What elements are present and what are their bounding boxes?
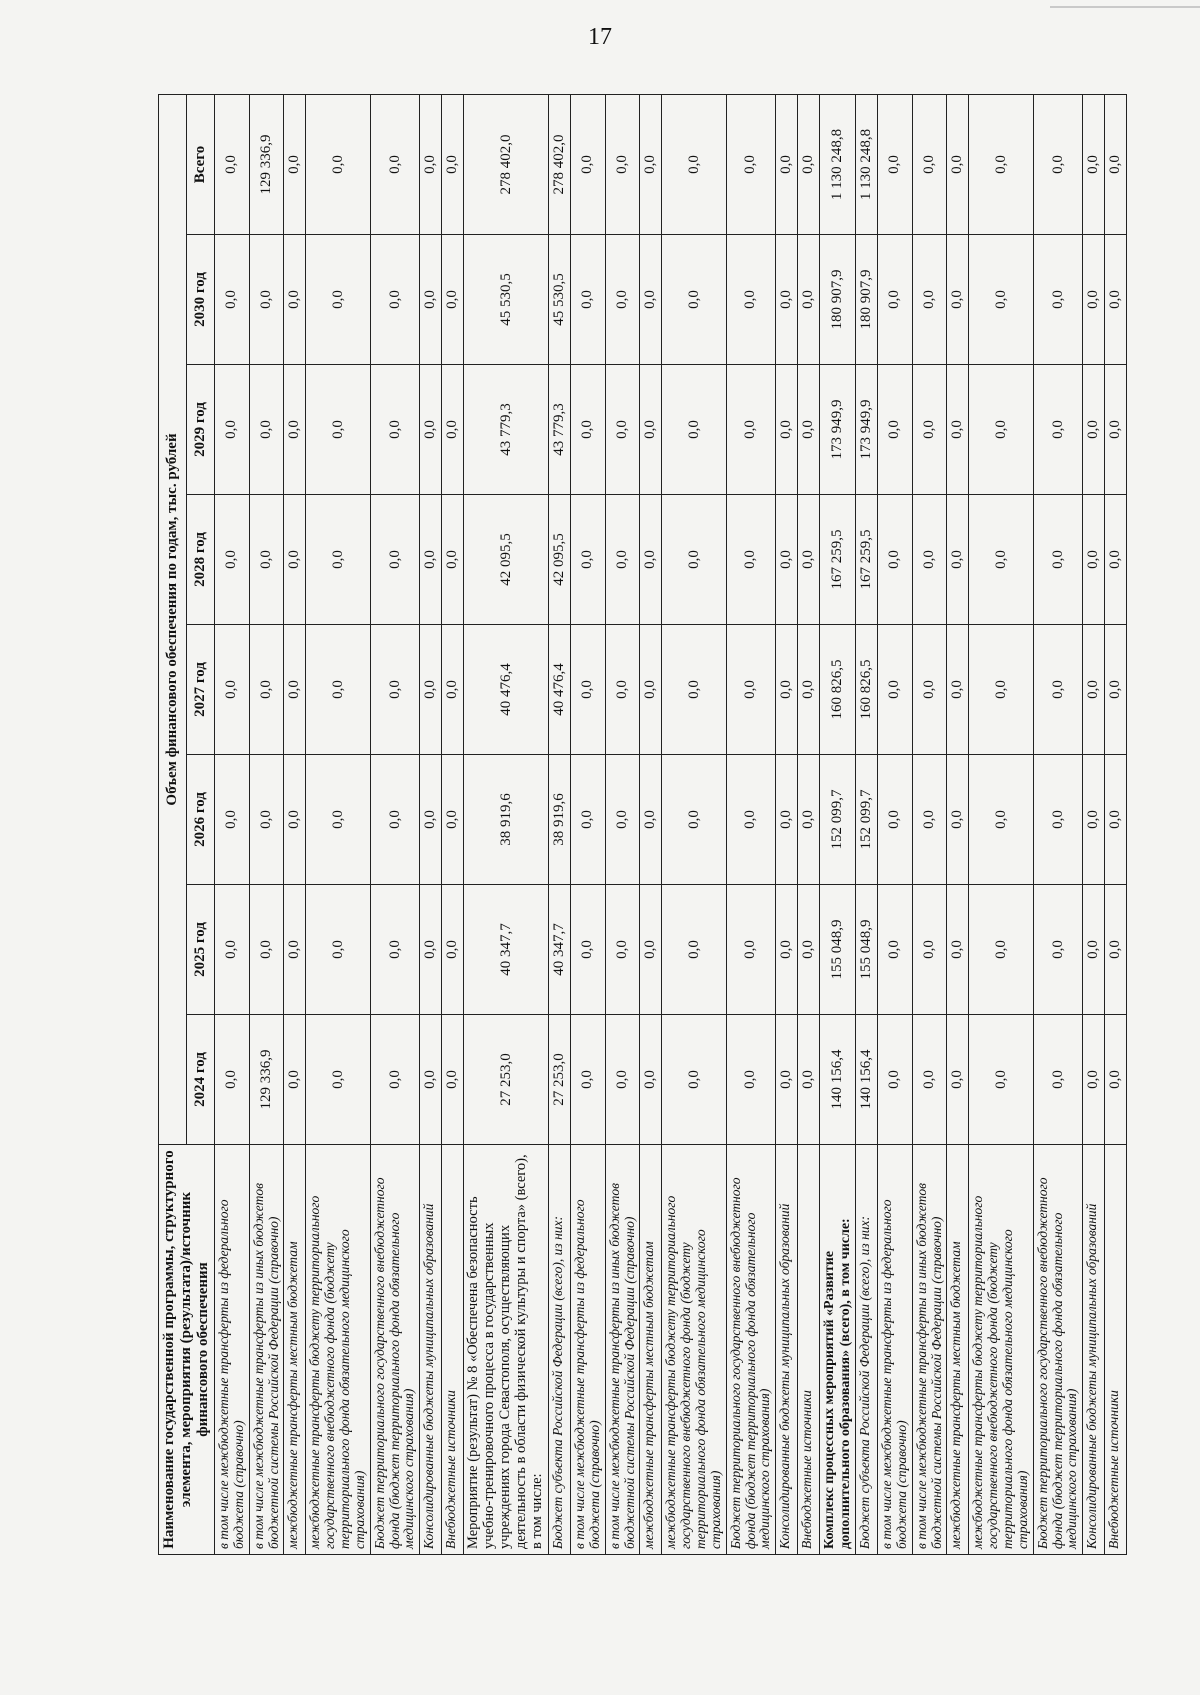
row-value: 140 156,4 <box>856 1015 878 1145</box>
row-value: 0,0 <box>306 625 370 755</box>
rotated-table-container <box>158 95 1124 1555</box>
row-value: 0,0 <box>1033 495 1083 625</box>
row-value: 42 095,5 <box>464 495 549 625</box>
table-row <box>370 94 420 1554</box>
row-value: 0,0 <box>284 495 306 625</box>
header-year-6: 2030 год <box>187 235 215 365</box>
row-value: 42 095,5 <box>548 495 570 625</box>
row-value: 0,0 <box>442 495 464 625</box>
row-value: 0,0 <box>1105 235 1127 365</box>
row-value: 0,0 <box>662 625 726 755</box>
row-name: межбюджетные трансферты бюджету территориального государственного внебюджетного фонда (бюджету территориального фонда обязательного медицинского страхования) <box>662 1145 726 1555</box>
table-row <box>1083 94 1105 1554</box>
row-value: 0,0 <box>370 1015 420 1145</box>
row-value: 0,0 <box>306 1015 370 1145</box>
row-value: 0,0 <box>370 495 420 625</box>
row-value: 0,0 <box>969 94 1033 234</box>
row-name: в том числе межбюджетные трансферты из иных бюджетов бюджетной системы Российской Федерации (справочно) <box>249 1145 284 1555</box>
row-name: Внебюджетные источники <box>442 1145 464 1555</box>
row-value: 0,0 <box>878 1015 913 1145</box>
row-name: Бюджет территориального государственного внебюджетного фонда (бюджет территориального фонда обязательного медицинского страхования) <box>370 1145 420 1555</box>
row-value: 0,0 <box>726 94 776 234</box>
row-value: 0,0 <box>776 94 798 234</box>
row-value: 0,0 <box>726 235 776 365</box>
row-name: Мероприятие (результат) № 8 «Обеспечена безопасность учебно-тренировочного процесса в государственных учреждениях города Севастополя, осуществляющих деятельность в области физической культуры и спорта» (всего), в том числе: <box>464 1145 549 1555</box>
row-value: 0,0 <box>776 885 798 1015</box>
row-value: 38 919,6 <box>548 755 570 885</box>
row-name: в том числе межбюджетные трансферты из иных бюджетов бюджетной системы Российской Федерации (справочно) <box>912 1145 947 1555</box>
row-value: 0,0 <box>249 625 284 755</box>
row-value: 0,0 <box>215 495 250 625</box>
row-value: 0,0 <box>947 235 969 365</box>
row-value: 0,0 <box>798 94 820 234</box>
row-value: 0,0 <box>442 1015 464 1145</box>
row-value: 0,0 <box>640 755 662 885</box>
row-value: 0,0 <box>726 365 776 495</box>
table-row <box>776 94 798 1554</box>
table-row <box>912 94 947 1554</box>
row-value: 0,0 <box>442 625 464 755</box>
row-value: 0,0 <box>662 235 726 365</box>
row-value: 0,0 <box>1083 235 1105 365</box>
row-value: 0,0 <box>570 365 605 495</box>
row-value: 167 259,5 <box>820 495 856 625</box>
row-value: 0,0 <box>776 235 798 365</box>
row-value: 0,0 <box>878 94 913 234</box>
row-name: межбюджетные трансферты местным бюджетам <box>284 1145 306 1555</box>
header-year-0: 2024 год <box>187 1015 215 1145</box>
row-value: 1 130 248,8 <box>856 94 878 234</box>
row-value: 0,0 <box>370 365 420 495</box>
row-value: 0,0 <box>969 755 1033 885</box>
row-value: 0,0 <box>1083 1015 1105 1145</box>
row-value: 0,0 <box>726 885 776 1015</box>
row-value: 0,0 <box>605 365 640 495</box>
row-value: 173 949,9 <box>820 365 856 495</box>
table-row <box>464 94 549 1554</box>
row-value: 0,0 <box>1105 1015 1127 1145</box>
page-number: 17 <box>588 24 612 50</box>
row-value: 27 253,0 <box>464 1015 549 1145</box>
row-value: 0,0 <box>1105 755 1127 885</box>
header-year-1: 2025 год <box>187 885 215 1015</box>
row-name: Консолидированные бюджеты муниципальных образований <box>1083 1145 1105 1555</box>
header-year-7: Всего <box>187 94 215 234</box>
row-value: 27 253,0 <box>548 1015 570 1145</box>
row-value: 152 099,7 <box>820 755 856 885</box>
table-row <box>1105 94 1127 1554</box>
row-value: 0,0 <box>878 885 913 1015</box>
row-value: 40 347,7 <box>548 885 570 1015</box>
row-value: 0,0 <box>1083 94 1105 234</box>
row-value: 0,0 <box>878 755 913 885</box>
row-value: 0,0 <box>370 625 420 755</box>
row-value: 0,0 <box>284 1015 306 1145</box>
header-year-2: 2026 год <box>187 755 215 885</box>
row-value: 0,0 <box>662 94 726 234</box>
row-value: 0,0 <box>776 495 798 625</box>
row-value: 0,0 <box>306 365 370 495</box>
header-year-3: 2027 год <box>187 625 215 755</box>
row-value: 0,0 <box>1083 885 1105 1015</box>
row-value: 0,0 <box>420 625 442 755</box>
row-value: 0,0 <box>947 495 969 625</box>
row-value: 0,0 <box>284 365 306 495</box>
table-row <box>570 94 605 1554</box>
row-value: 0,0 <box>442 235 464 365</box>
row-value: 0,0 <box>640 365 662 495</box>
row-value: 0,0 <box>947 365 969 495</box>
row-value: 0,0 <box>284 94 306 234</box>
header-year-5: 2029 год <box>187 365 215 495</box>
row-value: 0,0 <box>1033 1015 1083 1145</box>
row-value: 0,0 <box>662 1015 726 1145</box>
row-value: 0,0 <box>605 625 640 755</box>
row-value: 0,0 <box>640 885 662 1015</box>
header-row-group <box>159 94 187 1554</box>
scan-edge-line <box>1050 6 1200 8</box>
row-value: 0,0 <box>969 495 1033 625</box>
row-value: 0,0 <box>947 885 969 1015</box>
row-value: 0,0 <box>776 755 798 885</box>
row-value: 43 779,3 <box>548 365 570 495</box>
row-value: 0,0 <box>420 885 442 1015</box>
row-value: 0,0 <box>726 495 776 625</box>
row-value: 0,0 <box>662 885 726 1015</box>
row-value: 0,0 <box>1105 885 1127 1015</box>
financing-table <box>158 94 1127 1555</box>
row-value: 38 919,6 <box>464 755 549 885</box>
row-value: 45 530,5 <box>464 235 549 365</box>
row-value: 0,0 <box>420 495 442 625</box>
row-value: 0,0 <box>370 94 420 234</box>
row-value: 0,0 <box>798 755 820 885</box>
table-row <box>420 94 442 1554</box>
row-value: 0,0 <box>1105 365 1127 495</box>
row-value: 0,0 <box>798 885 820 1015</box>
row-value: 0,0 <box>1033 625 1083 755</box>
row-value: 0,0 <box>284 885 306 1015</box>
table-row <box>548 94 570 1554</box>
row-name: Бюджет территориального государственного внебюджетного фонда (бюджет территориального фонда обязательного медицинского страхования) <box>726 1145 776 1555</box>
row-value: 0,0 <box>306 755 370 885</box>
row-value: 0,0 <box>947 94 969 234</box>
row-value: 0,0 <box>640 1015 662 1145</box>
row-value: 0,0 <box>798 625 820 755</box>
row-value: 0,0 <box>640 495 662 625</box>
row-name: в том числе межбюджетные трансферты из федерального бюджета (справочно) <box>570 1145 605 1555</box>
table-row <box>726 94 776 1554</box>
row-value: 0,0 <box>726 1015 776 1145</box>
table-row <box>284 94 306 1554</box>
row-value: 160 826,5 <box>856 625 878 755</box>
row-value: 0,0 <box>776 625 798 755</box>
row-value: 0,0 <box>215 365 250 495</box>
row-value: 0,0 <box>1033 94 1083 234</box>
row-value: 0,0 <box>1033 365 1083 495</box>
row-value: 0,0 <box>570 755 605 885</box>
row-value: 0,0 <box>370 235 420 365</box>
row-name: в том числе межбюджетные трансферты из федерального бюджета (справочно) <box>878 1145 913 1555</box>
row-value: 0,0 <box>878 625 913 755</box>
row-value: 0,0 <box>249 365 284 495</box>
row-value: 0,0 <box>284 755 306 885</box>
row-value: 0,0 <box>420 235 442 365</box>
row-value: 1 130 248,8 <box>820 94 856 234</box>
row-value: 0,0 <box>878 495 913 625</box>
row-value: 0,0 <box>605 885 640 1015</box>
row-value: 0,0 <box>1083 625 1105 755</box>
row-value: 0,0 <box>605 1015 640 1145</box>
row-value: 0,0 <box>306 94 370 234</box>
row-value: 167 259,5 <box>856 495 878 625</box>
row-value: 160 826,5 <box>820 625 856 755</box>
row-value: 0,0 <box>605 94 640 234</box>
row-value: 0,0 <box>1105 94 1127 234</box>
header-year-4: 2028 год <box>187 495 215 625</box>
table-row <box>215 94 250 1554</box>
row-value: 0,0 <box>1083 495 1105 625</box>
row-value: 0,0 <box>306 235 370 365</box>
row-value: 0,0 <box>662 365 726 495</box>
row-value: 0,0 <box>776 365 798 495</box>
row-value: 0,0 <box>912 625 947 755</box>
table-row <box>856 94 878 1554</box>
row-value: 140 156,4 <box>820 1015 856 1145</box>
row-value: 0,0 <box>442 885 464 1015</box>
row-value: 0,0 <box>215 1015 250 1145</box>
row-value: 0,0 <box>215 235 250 365</box>
row-value: 0,0 <box>726 755 776 885</box>
row-name: Консолидированные бюджеты муниципальных образований <box>776 1145 798 1555</box>
row-value: 0,0 <box>798 495 820 625</box>
row-value: 0,0 <box>249 885 284 1015</box>
row-value: 0,0 <box>969 1015 1033 1145</box>
row-value: 0,0 <box>1083 755 1105 885</box>
row-value: 40 347,7 <box>464 885 549 1015</box>
row-value: 0,0 <box>912 885 947 1015</box>
table-row <box>306 94 370 1554</box>
row-value: 0,0 <box>570 625 605 755</box>
row-value: 180 907,9 <box>820 235 856 365</box>
row-value: 0,0 <box>662 495 726 625</box>
row-value: 0,0 <box>1033 755 1083 885</box>
row-value: 0,0 <box>570 235 605 365</box>
row-value: 0,0 <box>306 885 370 1015</box>
row-name: Консолидированные бюджеты муниципальных образований <box>420 1145 442 1555</box>
row-value: 0,0 <box>912 1015 947 1145</box>
row-value: 0,0 <box>640 625 662 755</box>
table-row <box>969 94 1033 1554</box>
row-value: 45 530,5 <box>548 235 570 365</box>
row-name: Внебюджетные источники <box>798 1145 820 1555</box>
row-name: межбюджетные трансферты местным бюджетам <box>947 1145 969 1555</box>
row-name: в том числе межбюджетные трансферты из иных бюджетов бюджетной системы Российской Федерации (справочно) <box>605 1145 640 1555</box>
row-value: 173 949,9 <box>856 365 878 495</box>
row-value: 0,0 <box>306 495 370 625</box>
table-body <box>215 94 1127 1554</box>
row-name: в том числе межбюджетные трансферты из федерального бюджета (справочно) <box>215 1145 250 1555</box>
row-value: 0,0 <box>798 1015 820 1145</box>
row-value: 0,0 <box>776 1015 798 1145</box>
table-row <box>1033 94 1083 1554</box>
row-value: 0,0 <box>249 495 284 625</box>
table-row <box>662 94 726 1554</box>
table-row <box>947 94 969 1554</box>
row-value: 0,0 <box>912 235 947 365</box>
row-value: 0,0 <box>215 625 250 755</box>
row-value: 0,0 <box>1105 625 1127 755</box>
row-value: 0,0 <box>249 755 284 885</box>
row-name: Бюджет территориального государственного внебюджетного фонда (бюджет территориального фонда обязательного медицинского страхования) <box>1033 1145 1083 1555</box>
row-value: 40 476,4 <box>464 625 549 755</box>
row-value: 0,0 <box>969 365 1033 495</box>
header-name-column: Наименование государственной программы, структурного элемента, мероприятия (результата)/источник финансового обеспечения <box>159 1145 215 1555</box>
row-value: 0,0 <box>370 755 420 885</box>
row-value: 0,0 <box>605 235 640 365</box>
row-value: 0,0 <box>605 755 640 885</box>
row-value: 0,0 <box>912 365 947 495</box>
row-name: Комплекс процессных мероприятий «Развитие дополнительного образования» (всего), в том числе: <box>820 1145 856 1555</box>
row-value: 0,0 <box>420 1015 442 1145</box>
row-name: межбюджетные трансферты бюджету территориального государственного внебюджетного фонда (бюджету территориального фонда обязательного медицинского страхования) <box>969 1145 1033 1555</box>
row-value: 0,0 <box>442 365 464 495</box>
table-row <box>442 94 464 1554</box>
row-name: Бюджет субъекта Российской Федерации (всего), из них: <box>856 1145 878 1555</box>
table-row <box>249 94 284 1554</box>
row-value: 0,0 <box>969 235 1033 365</box>
header-volume-group: Объем финансового обеспечения по годам, тыс. рублей <box>159 94 187 1144</box>
row-value: 0,0 <box>420 755 442 885</box>
table-row <box>798 94 820 1554</box>
row-value: 152 099,7 <box>856 755 878 885</box>
row-value: 43 779,3 <box>464 365 549 495</box>
row-value: 0,0 <box>284 235 306 365</box>
row-value: 0,0 <box>947 1015 969 1145</box>
row-value: 0,0 <box>570 885 605 1015</box>
row-value: 0,0 <box>726 625 776 755</box>
row-value: 0,0 <box>969 885 1033 1015</box>
row-value: 129 336,9 <box>249 1015 284 1145</box>
row-value: 0,0 <box>798 365 820 495</box>
row-value: 0,0 <box>1105 495 1127 625</box>
row-value: 0,0 <box>878 235 913 365</box>
row-value: 0,0 <box>420 94 442 234</box>
row-value: 0,0 <box>442 755 464 885</box>
row-value: 0,0 <box>878 365 913 495</box>
table-row <box>605 94 640 1554</box>
row-value: 0,0 <box>662 755 726 885</box>
row-value: 0,0 <box>215 94 250 234</box>
row-value: 155 048,9 <box>820 885 856 1015</box>
row-value: 0,0 <box>605 495 640 625</box>
row-value: 0,0 <box>570 94 605 234</box>
row-value: 0,0 <box>969 625 1033 755</box>
row-value: 278 402,0 <box>464 94 549 234</box>
table-row <box>878 94 913 1554</box>
row-value: 129 336,9 <box>249 94 284 234</box>
row-value: 0,0 <box>249 235 284 365</box>
row-value: 0,0 <box>798 235 820 365</box>
row-value: 0,0 <box>570 1015 605 1145</box>
row-value: 278 402,0 <box>548 94 570 234</box>
row-value: 0,0 <box>912 94 947 234</box>
row-value: 0,0 <box>947 625 969 755</box>
row-name: межбюджетные трансферты бюджету территориального государственного внебюджетного фонда (бюджету территориального фонда обязательного медицинского страхования) <box>306 1145 370 1555</box>
row-value: 0,0 <box>947 755 969 885</box>
row-name: Бюджет субъекта Российской Федерации (всего), из них: <box>548 1145 570 1555</box>
row-value: 0,0 <box>442 94 464 234</box>
row-name: Внебюджетные источники <box>1105 1145 1127 1555</box>
row-value: 0,0 <box>1033 885 1083 1015</box>
row-value: 0,0 <box>1033 235 1083 365</box>
row-value: 180 907,9 <box>856 235 878 365</box>
row-value: 0,0 <box>420 365 442 495</box>
row-value: 40 476,4 <box>548 625 570 755</box>
row-value: 0,0 <box>912 495 947 625</box>
table-row <box>820 94 856 1554</box>
row-value: 0,0 <box>640 94 662 234</box>
row-value: 0,0 <box>284 625 306 755</box>
row-value: 0,0 <box>570 495 605 625</box>
row-value: 0,0 <box>1083 365 1105 495</box>
row-value: 0,0 <box>215 885 250 1015</box>
row-value: 155 048,9 <box>856 885 878 1015</box>
row-value: 0,0 <box>640 235 662 365</box>
row-value: 0,0 <box>370 885 420 1015</box>
row-value: 0,0 <box>215 755 250 885</box>
row-name: межбюджетные трансферты местным бюджетам <box>640 1145 662 1555</box>
table-row <box>640 94 662 1554</box>
row-value: 0,0 <box>912 755 947 885</box>
